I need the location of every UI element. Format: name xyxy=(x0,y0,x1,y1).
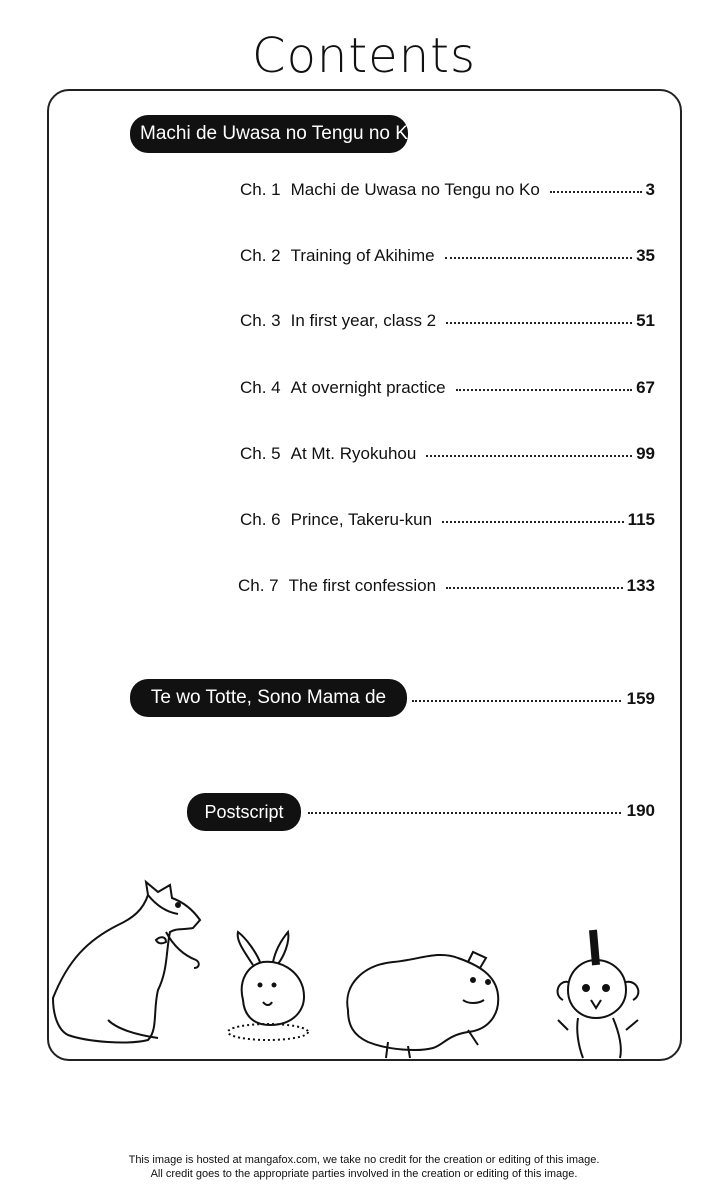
toc-row-ch4 xyxy=(240,373,655,403)
chapter-title: Training of Akihime xyxy=(290,246,435,265)
leader-dots xyxy=(550,191,642,193)
chapter-page: 67 xyxy=(636,378,655,397)
chapter-title: Prince, Takeru-kun xyxy=(290,510,433,529)
toc-row-ch7 xyxy=(238,571,655,601)
postscript-page: 190 xyxy=(626,801,655,820)
postscript-leader xyxy=(308,796,655,826)
chapter-page: 133 xyxy=(626,576,655,595)
toc-row-ch2 xyxy=(240,241,655,271)
arc-page: 159 xyxy=(626,689,655,708)
chapter-title: The first confession xyxy=(288,576,437,595)
chapter-number: Ch. 2 xyxy=(240,246,281,265)
chapter-number: Ch. 6 xyxy=(240,510,281,529)
arc-label-2: Te wo Totte, Sono Mama de xyxy=(130,679,407,717)
toc-row-ch5 xyxy=(240,439,655,469)
chapter-number: Ch. 4 xyxy=(240,378,281,397)
animal-illustration xyxy=(48,870,681,1060)
chapter-page: 99 xyxy=(636,444,655,463)
leader-dots xyxy=(456,389,632,391)
fox-illustration xyxy=(53,882,200,1042)
page-title: Contents xyxy=(252,28,476,84)
tengu-illustration xyxy=(558,930,639,1058)
chapter-number: Ch. 5 xyxy=(240,444,281,463)
leader-dots xyxy=(445,257,633,259)
credit-line-1: This image is hosted at mangafox.com, we take no credit for the creation or editing of this image. xyxy=(128,1154,600,1166)
chapter-page: 3 xyxy=(645,180,655,199)
chapter-page: 115 xyxy=(627,510,655,529)
credit-line-2: All credit goes to the appropriate parties involved in the creation or editing of this image. xyxy=(150,1168,578,1180)
credit-footer xyxy=(0,1153,728,1181)
leader-dots xyxy=(442,521,624,523)
toc-row-ch6 xyxy=(240,505,655,535)
chapter-number: Ch. 3 xyxy=(240,311,281,330)
chapter-title: In first year, class 2 xyxy=(290,311,437,330)
chapter-page: 51 xyxy=(636,311,655,330)
chapter-title: Machi de Uwasa no Tengu no Ko xyxy=(290,180,540,199)
postscript-label: Postscript xyxy=(187,793,301,831)
tanuki-illustration xyxy=(347,952,498,1058)
toc-row-ch1 xyxy=(240,175,655,205)
arc-label-1: Machi de Uwasa no Tengu no Ko xyxy=(130,115,408,153)
arc-2-leader xyxy=(412,684,655,714)
leader-dots xyxy=(446,322,632,324)
chapter-number: Ch. 7 xyxy=(238,576,279,595)
chapter-number: Ch. 1 xyxy=(240,180,281,199)
toc-row-ch3 xyxy=(240,306,655,336)
leader-dots xyxy=(308,812,621,814)
leader-dots xyxy=(446,587,623,589)
chapter-title: At Mt. Ryokuhou xyxy=(290,444,417,463)
rabbit-illustration xyxy=(228,932,308,1040)
chapter-page: 35 xyxy=(636,246,655,265)
leader-dots xyxy=(426,455,632,457)
chapter-title: At overnight practice xyxy=(290,378,446,397)
leader-dots xyxy=(412,700,621,702)
